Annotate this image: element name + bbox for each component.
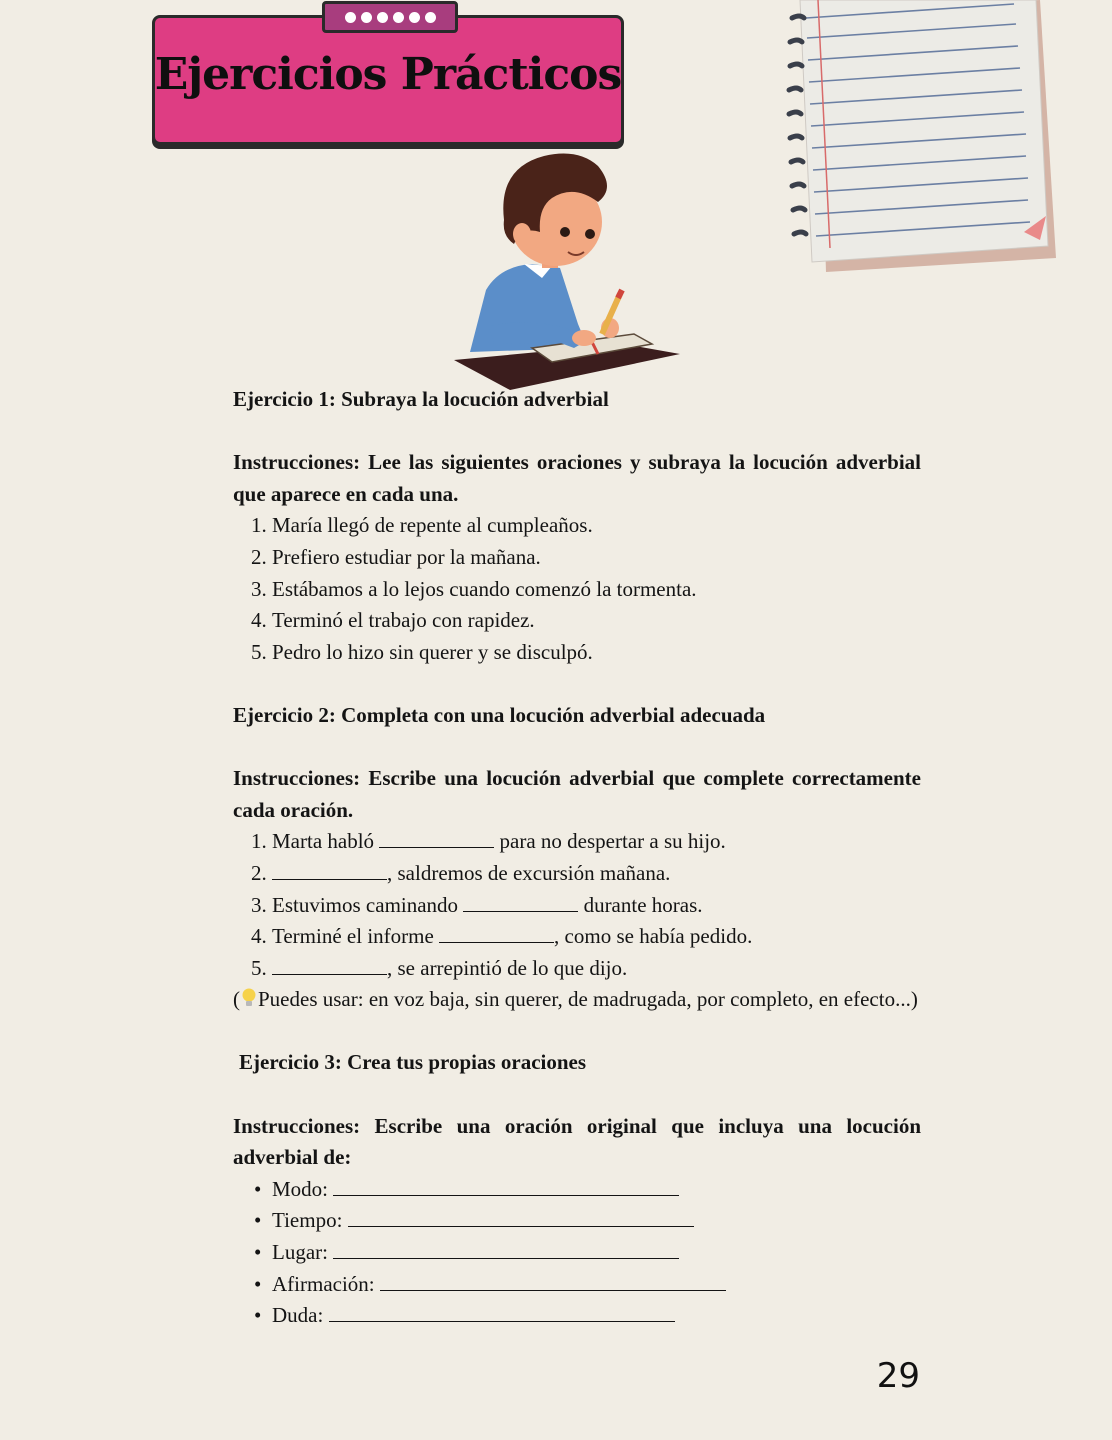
page-title: Ejercicios Prácticos [154, 49, 622, 100]
list-item: 4. Terminé el informe , como se había pedido. [251, 924, 753, 949]
list-item: • Lugar: [233, 1237, 921, 1269]
list-item: 5. Pedro lo hizo sin querer y se disculpó. [251, 639, 593, 664]
page-number: 29 [876, 1356, 920, 1396]
answer-blank[interactable] [380, 1270, 726, 1291]
exercise-2-list [233, 826, 921, 984]
answer-blank[interactable] [333, 1175, 679, 1196]
answer-blank[interactable] [329, 1301, 675, 1322]
exercise-1-instructions: Instrucciones: Lee las siguientes oraciones y subraya la locución adverbial que aparece en cada una. [233, 450, 921, 506]
exercise-1-list [233, 510, 921, 668]
exercise-2-title: Ejercicio 2: Completa con una locución adverbial adecuada [233, 702, 766, 727]
list-item: 1. Marta habló para no despertar a su hijo. [251, 829, 726, 854]
answer-blank[interactable] [348, 1206, 694, 1227]
list-item: 5. , se arrepintió de lo que dijo. [251, 955, 628, 980]
exercise-content [233, 384, 921, 1332]
answer-blank[interactable] [333, 1238, 679, 1259]
answer-blank[interactable] [379, 827, 494, 848]
answer-blank[interactable] [463, 891, 578, 912]
exercise-2-hint: ( Puedes usar: en voz baja, sin querer, de madrugada, por completo, en efecto...) [233, 987, 918, 1012]
title-banner [152, 15, 624, 147]
lightbulb-icon [240, 987, 258, 1009]
list-item: • Afirmación: [233, 1269, 921, 1301]
exercise-2-instructions: Instrucciones: Escribe una locución adverbial que complete correctamente cada oración. [233, 766, 921, 822]
notebook-illustration [778, 0, 1060, 272]
answer-blank[interactable] [272, 859, 387, 880]
answer-blank[interactable] [439, 922, 554, 943]
exercise-3-list [233, 1174, 921, 1332]
banner-tab-dots [322, 1, 458, 33]
answer-blank[interactable] [272, 954, 387, 975]
list-item: 4. Terminó el trabajo con rapidez. [251, 608, 535, 633]
list-item: 1. María llegó de repente al cumpleaños. [251, 513, 593, 538]
list-item: • Modo: [233, 1174, 921, 1206]
exercise-3-title: Ejercicio 3: Crea tus propias oraciones [239, 1050, 587, 1075]
list-item: 2. , saldremos de excursión mañana. [251, 860, 671, 885]
list-item: 3. Estábamos a lo lejos cuando comenzó la tormenta. [251, 576, 697, 601]
list-item: 2. Prefiero estudiar por la mañana. [251, 544, 541, 569]
exercise-3-instructions: Instrucciones: Escribe una oración original que incluya una locución adverbial de: [233, 1113, 921, 1170]
list-item: • Duda: [233, 1300, 921, 1332]
list-item: 3. Estuvimos caminando durante horas. [251, 892, 703, 917]
list-item: • Tiempo: [233, 1205, 921, 1237]
exercise-1-title: Ejercicio 1: Subraya la locución adverbial [233, 387, 609, 411]
boy-writing-illustration [448, 148, 684, 390]
